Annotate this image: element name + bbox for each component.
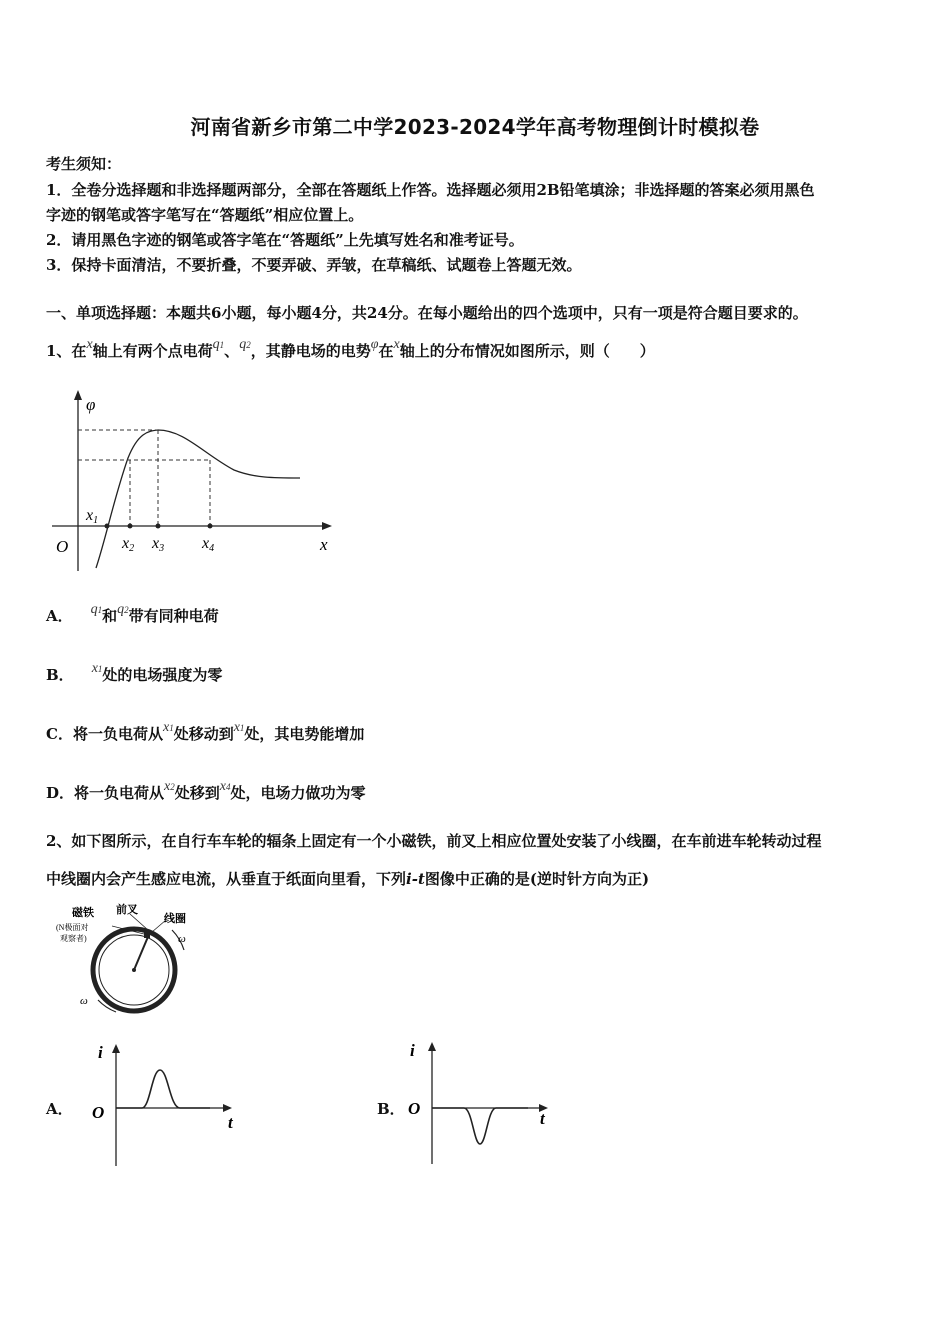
- q1-option-b-text: 处的电场强度为零: [102, 666, 223, 684]
- graph-phi-label: φ: [86, 395, 96, 414]
- potential-graph: [44, 388, 344, 573]
- graph-x4-label: x4: [202, 535, 215, 554]
- q2-option-b-graph: [404, 1038, 559, 1168]
- graph-x1-label: x1: [86, 507, 99, 526]
- q1-option-b-x1: x1: [91, 661, 103, 676]
- q1-option-c-pre: 将一负电荷从: [72, 725, 163, 743]
- q1-stem-part-2: 轴上有两个点电荷: [92, 342, 213, 360]
- q2-stem-b-part-1: 中线圈内会产生感应电流，从垂直于纸面向里看，下列: [46, 870, 407, 888]
- q2-stem-b-part-2: 图像中正确的是(逆时针方向为正): [424, 870, 650, 888]
- qa-i-label: i: [98, 1043, 103, 1062]
- q1-option-a-q2: q2: [117, 602, 129, 617]
- q1-option-d-letter: D．: [46, 784, 75, 802]
- question-2-stem-a: 2、如下图所示，在自行车车轮的辐条上固定有一个小磁铁，前叉上相应位置处安装了小线圈，在车前进车轮转动过程: [46, 832, 822, 850]
- label-fork: 前叉: [116, 904, 138, 916]
- graph-point-x4: [208, 524, 213, 529]
- notice-item-1b: 字迹的钢笔或答字笔写在“答题纸”相应位置上。: [46, 206, 364, 224]
- q1-stem-part-5: 在: [378, 342, 394, 360]
- q1-option-d-pre: 将一负电荷从: [74, 784, 165, 802]
- q1-option-d-post: 处，电场力做功为零: [230, 784, 366, 802]
- qb-i-label: i: [410, 1041, 415, 1060]
- label-coil: 线圈: [164, 913, 186, 925]
- qa-current-curve: [116, 1070, 210, 1108]
- q1-stem-part-6: 轴上的分布情况如图所示，则（ ）: [399, 342, 655, 360]
- q2-option-a-graph: [90, 1040, 245, 1170]
- qa-i-arrow: [112, 1044, 120, 1053]
- q1-option-a: [46, 602, 219, 626]
- q1-option-a-q1: q1: [90, 602, 103, 617]
- graph-x2-label: x2: [122, 535, 135, 554]
- wheel-hub: [132, 968, 136, 972]
- q1-option-a-and: 和: [102, 607, 118, 625]
- q2-option-b-letter: B．: [377, 1100, 405, 1118]
- q1-stem-part-1: 1、在: [46, 342, 87, 360]
- graph-point-x3: [156, 524, 161, 529]
- qa-t-arrow: [223, 1104, 232, 1112]
- page-title: 河南省新乡市第二中学2023-2024学年高考物理倒计时模拟卷: [190, 115, 760, 139]
- q1-stem-part-3: 、: [224, 342, 240, 360]
- q1-option-c-x1a: x1: [162, 720, 174, 735]
- qb-o-label: O: [408, 1099, 421, 1118]
- qa-t-label: t: [228, 1113, 233, 1132]
- qb-i-arrow: [428, 1042, 436, 1051]
- graph-point-x1: [105, 524, 110, 529]
- q1-var-phi: φ: [370, 337, 379, 352]
- question-2-stem-b: [46, 868, 649, 889]
- q1-option-c-mid: 处移动到: [173, 725, 234, 743]
- qa-o-label: O: [92, 1103, 105, 1122]
- magnet-block: [144, 932, 150, 938]
- graph-x-arrow: [322, 522, 332, 530]
- q1-option-d-x4: x4: [219, 779, 231, 794]
- label-magnet-note-1: (N极面对: [56, 923, 89, 932]
- label-omega-top: ω: [178, 933, 186, 945]
- q1-option-c-letter: C．: [46, 725, 73, 743]
- notice-item-2: 2．请用黑色字迹的钢笔或答字笔在“答题纸”上先填写姓名和准考证号。: [46, 231, 524, 249]
- q1-option-d: [46, 779, 366, 803]
- q1-option-c-x1b: x1: [233, 720, 245, 735]
- qb-t-label: t: [540, 1109, 545, 1128]
- graph-x3-label: x3: [152, 535, 165, 554]
- question-1-stem: [46, 337, 655, 361]
- q1-option-a-letter: A．: [46, 607, 73, 625]
- notice-heading: 考生须知：: [46, 155, 122, 173]
- label-omega-bottom: ω: [80, 995, 88, 1007]
- q1-option-c: [46, 720, 365, 744]
- q1-option-c-post: 处，其电势能增加: [244, 725, 365, 743]
- label-magnet: 磁铁: [72, 907, 94, 919]
- q2-option-a-letter: A．: [46, 1100, 73, 1118]
- graph-point-x2: [128, 524, 133, 529]
- q1-option-b-letter: B．: [46, 666, 74, 684]
- graph-origin-label: O: [56, 537, 69, 556]
- q1-option-d-mid: 处移到: [174, 784, 220, 802]
- q1-var-x-2: x: [393, 337, 400, 352]
- section-heading: 一、单项选择题：本题共6小题，每小题4分，共24分。在每小题给出的四个选项中，只有一项是符合题目要求的。: [46, 304, 808, 322]
- q1-var-x: x: [86, 337, 93, 352]
- notice-item-1a: 1．全卷分选择题和非选择题两部分，全部在答题纸上作答。选择题必须用2B铅笔填涂；非选择题的答案必须用黑色: [46, 181, 815, 199]
- qb-current-curve: [432, 1108, 528, 1144]
- q1-var-q2: q2: [239, 337, 251, 352]
- notice-item-3: 3．保持卡面清洁，不要折叠，不要弄破、弄皱，在草稿纸、试题卷上答题无效。: [46, 256, 582, 274]
- q1-var-q1: q1: [212, 337, 225, 352]
- graph-x-label: x: [320, 535, 328, 554]
- q1-option-d-x2: x2: [164, 779, 175, 794]
- graph-y-arrow: [74, 390, 82, 400]
- label-magnet-note-2: 观察者): [60, 934, 87, 943]
- q1-option-b: [46, 661, 223, 685]
- q1-option-a-text: 带有同种电荷: [128, 607, 219, 625]
- q2-stem-b-var: i-t: [406, 870, 425, 888]
- bicycle-wheel-diagram: [46, 900, 206, 1015]
- q1-stem-part-4: ，其静电场的电势: [250, 342, 371, 360]
